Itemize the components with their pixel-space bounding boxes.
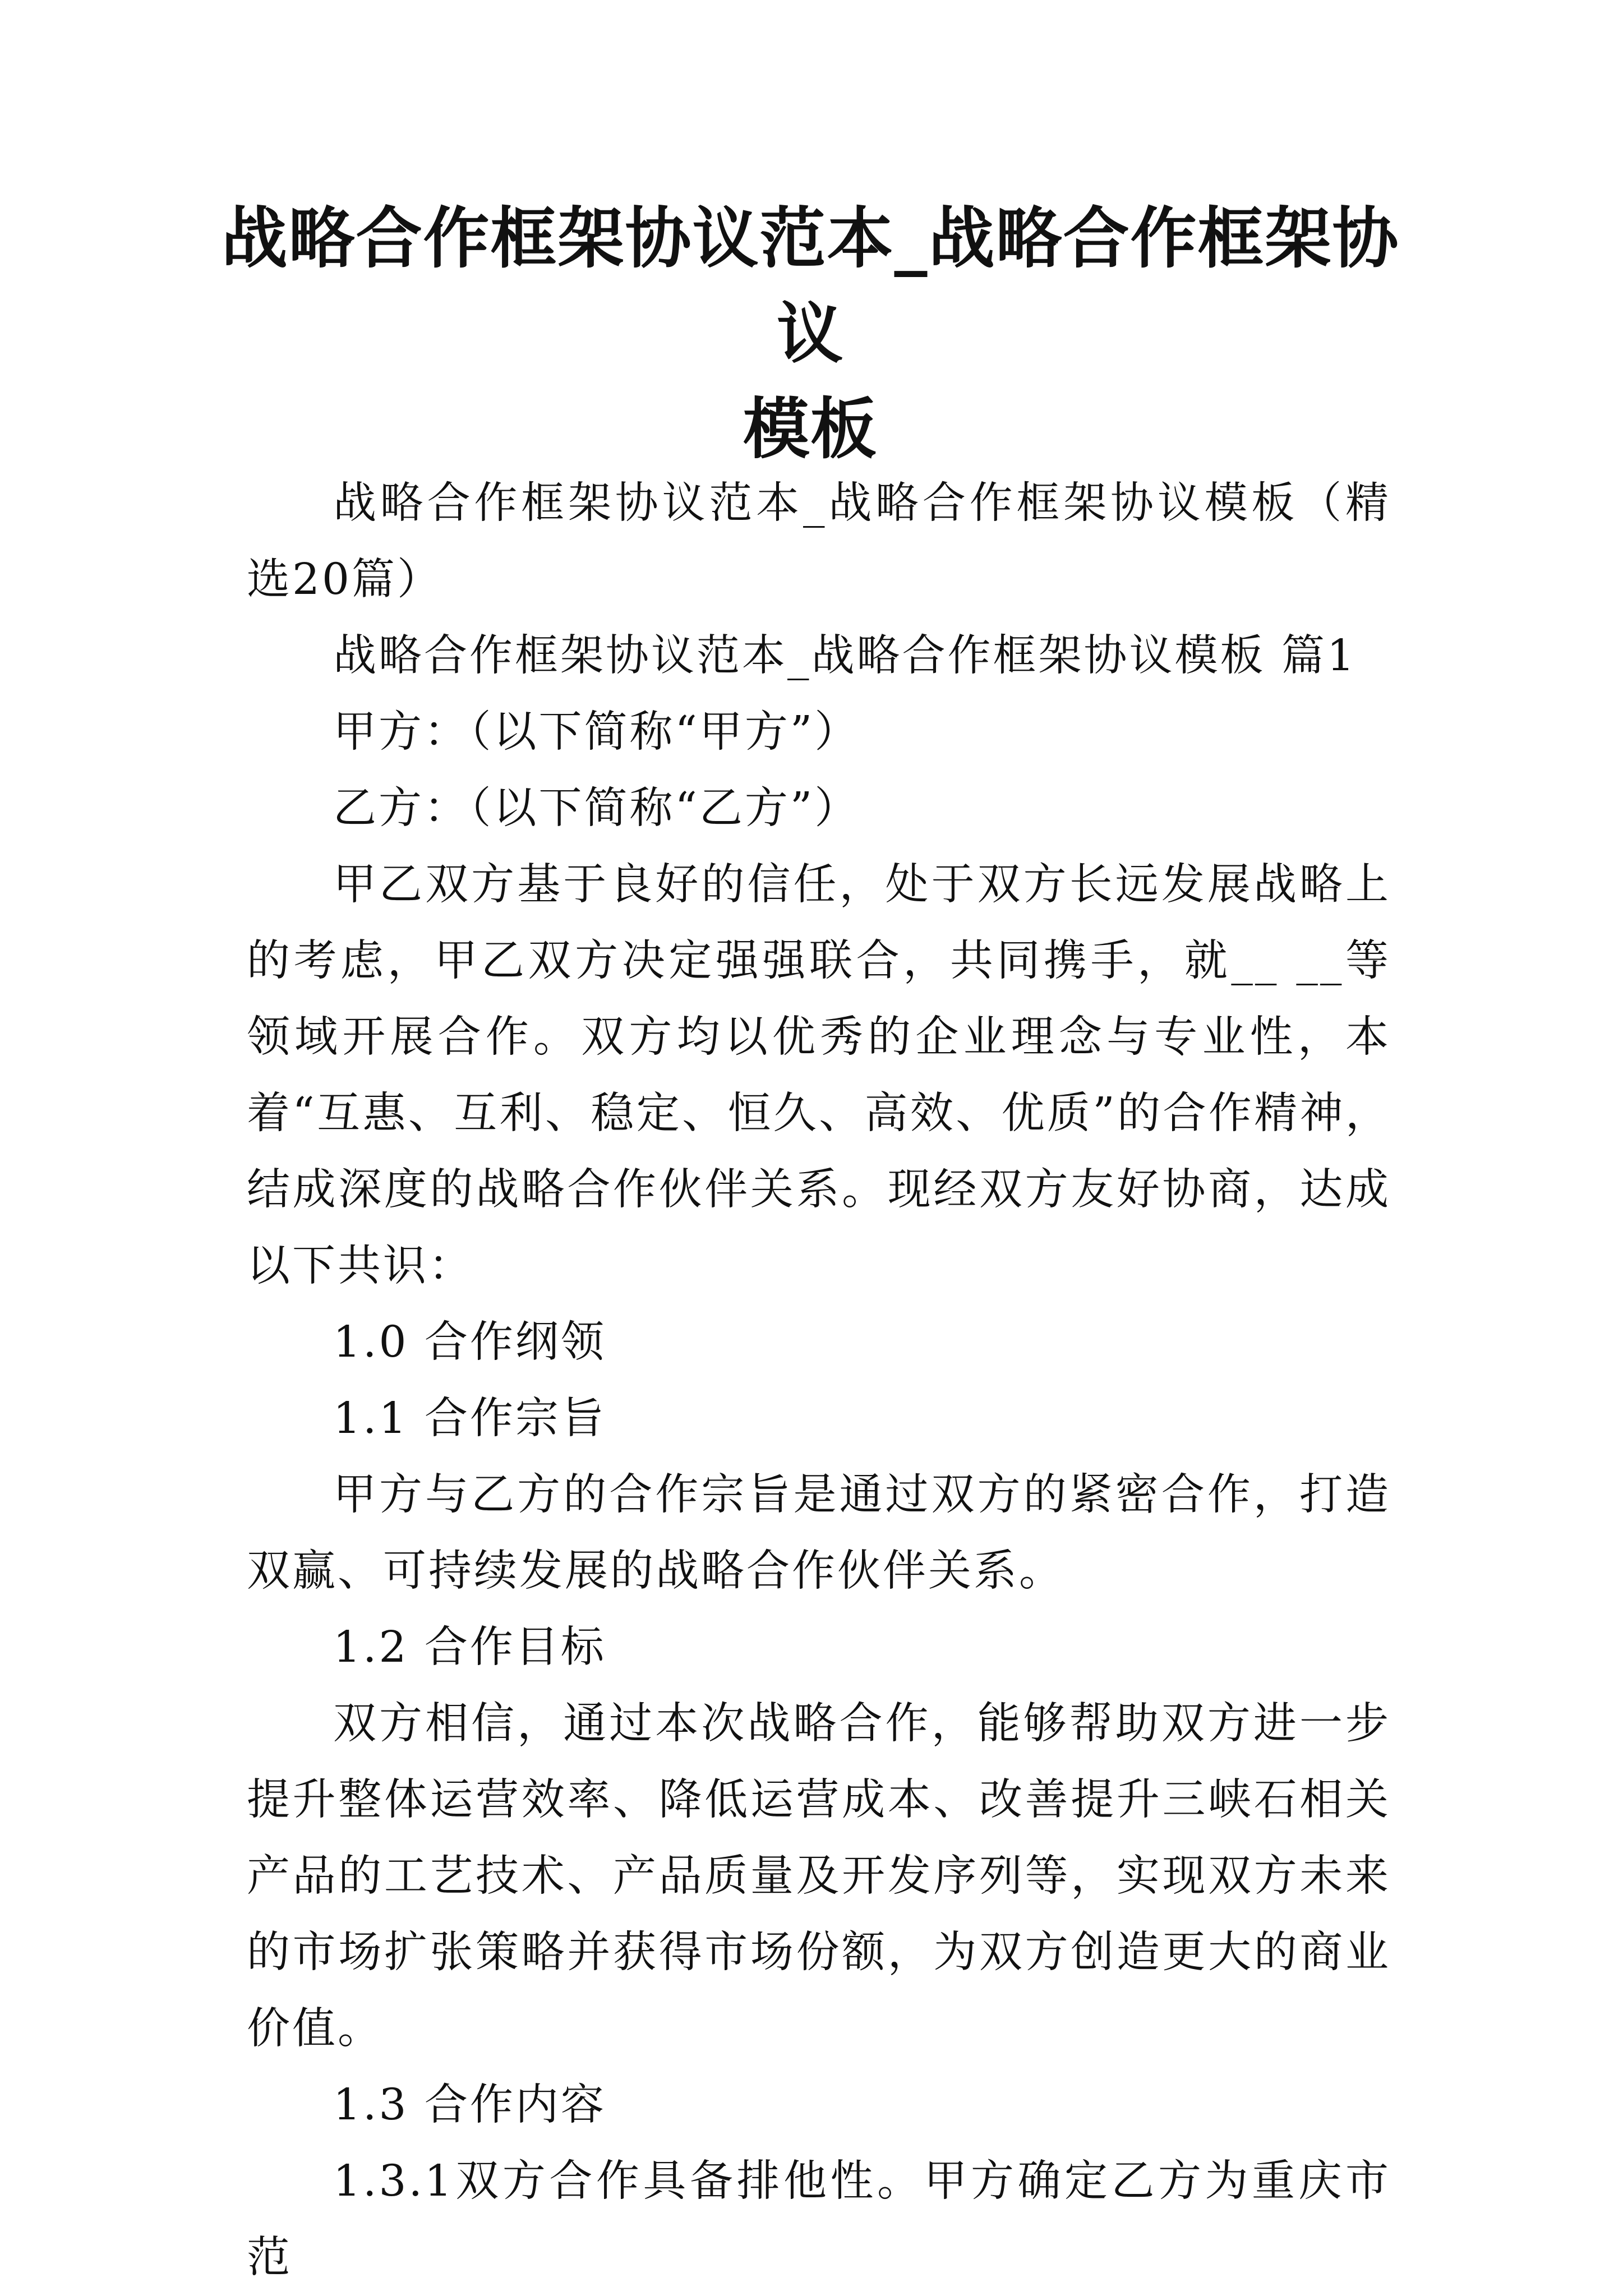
paragraph-party-a: 甲方：（以下简称“甲方”） bbox=[333, 707, 860, 757]
paragraph-purpose: 甲方与乙方的合作宗旨是通过双方的紧密合作，打造双赢、可持续发展的战略合作伙伴关系。 bbox=[247, 1470, 1391, 1596]
heading-1-1: 1.1 合作宗旨 bbox=[333, 1394, 606, 1444]
heading-1-0: 1.0 合作纲领 bbox=[333, 1317, 606, 1367]
paragraph-preamble: 甲乙双方基于良好的信任，处于双方长远发展战略上的考虑，甲乙双方决定强强联合，共同携手，就__ __等领域开展合作。双方均以优秀的企业理念与专业性，本着“互惠、互利、稳定、恒久、高效、优质”的合作精神，结成深度的战略合作伙伴关系。现经双方友好协商，达成以下共识： bbox=[247, 860, 1391, 1291]
document-body bbox=[247, 465, 1391, 2296]
paragraph-party-b: 乙方：（以下简称“乙方”） bbox=[333, 783, 860, 833]
paragraph-section-heading: 战略合作框架协议范本_战略合作框架协议模板 篇1 bbox=[333, 631, 1357, 681]
title-line-2: 模板 bbox=[743, 390, 878, 468]
paragraph-subtitle: 战略合作框架协议范本_战略合作框架协议模板（精选20篇） bbox=[247, 478, 1391, 605]
paragraph-goals: 双方相信，通过本次战略合作，能够帮助双方进一步提升整体运营效率、降低运营成本、改善提升三峡石相关产品的工艺技术、产品质量及开发序列等，实现双方未来的市场扩张策略并获得市场份额，为双方创造更大的商业价值。 bbox=[247, 1699, 1391, 2054]
paragraph-1-3-1: 1.3.1双方合作具备排他性。甲方确定乙方为重庆市范 bbox=[247, 2156, 1391, 2283]
heading-1-2: 1.2 合作目标 bbox=[333, 1622, 606, 1672]
document-title bbox=[213, 191, 1408, 477]
title-line-1: 战略合作框架协议范本_战略合作框架协议 bbox=[221, 200, 1400, 372]
heading-1-3: 1.3 合作内容 bbox=[333, 2080, 606, 2130]
